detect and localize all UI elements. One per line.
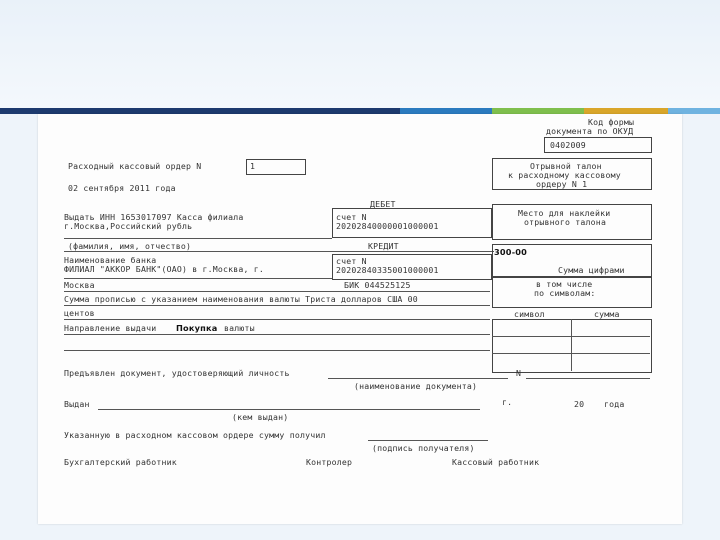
- fio-line: [64, 238, 332, 239]
- words-line-2: [64, 319, 490, 320]
- issued-year: 20: [574, 399, 585, 409]
- amount-figure: 300-00: [494, 247, 528, 257]
- debit-header: ДЕБЕТ: [370, 199, 396, 209]
- sum-column: сумма: [594, 309, 620, 319]
- credit-bank-2: ФИЛИАЛ "АККОР БАНК"(ОАО) в г.Москва, г.: [64, 264, 265, 274]
- purpose-suffix: валюты: [224, 323, 255, 333]
- signature-caption: (подпись получателя): [372, 443, 475, 453]
- accountant-label: Бухгалтерский работник: [64, 457, 177, 467]
- credit-account-number: 20202840335001000001: [336, 265, 439, 275]
- debit-account-label: счет N: [336, 212, 367, 222]
- issued-line: [98, 409, 480, 410]
- doc-name-caption: (наименование документа): [354, 381, 478, 391]
- words-line-1: [64, 305, 490, 306]
- symbols-row-1: [492, 336, 650, 337]
- sticker-line-1: Место для наклейки: [518, 208, 611, 218]
- place-bik: БИК 044525125: [344, 280, 411, 290]
- doc-number-label: N: [516, 368, 522, 378]
- cashier-label: Кассовый работник: [452, 457, 540, 467]
- okud-caption-2: документа по ОКУД: [546, 126, 634, 136]
- signature-line: [368, 440, 488, 441]
- credit-bank-1: Наименование банка: [64, 255, 157, 265]
- credit-account-label: счет N: [336, 256, 367, 266]
- received-label: Указанную в расходном кассовом ордере сумму получил: [64, 430, 326, 440]
- purpose-label: Направление выдачи: [64, 323, 157, 333]
- order-date: 02 сентября 2011 года: [68, 183, 176, 193]
- presented-document: Предъявлен документ, удостоверяющий личность: [64, 368, 290, 378]
- debit-payer-2: г.Москва,Российский рубль: [64, 221, 193, 231]
- amount-figure-label: Сумма цифрами: [558, 265, 625, 275]
- amount-words-2: центов: [64, 308, 95, 318]
- amount-words-1: Сумма прописью с указанием наименования валюты Триста долларов США 00: [64, 294, 418, 304]
- stub-line-2: к расходному кассовому: [508, 170, 621, 180]
- credit-line: [64, 251, 494, 252]
- symbols-divider: [571, 319, 572, 371]
- city-line: [64, 291, 490, 292]
- issued-date-g: г.: [502, 397, 513, 407]
- place-city: Москва: [64, 280, 95, 290]
- doc-number-line: [526, 378, 650, 379]
- credit-header: КРЕДИТ: [368, 241, 399, 251]
- fio-label: (фамилия, имя, отчество): [68, 241, 192, 251]
- debit-payer-1: Выдать ИНН 1653017097 Касса филиала: [64, 212, 244, 222]
- symbol-column: символ: [514, 309, 545, 319]
- controller-label: Контролер: [306, 457, 353, 467]
- bank-line: [64, 278, 332, 279]
- okud-caption-1: Код формы: [588, 117, 635, 127]
- okud-code: 0402009: [550, 140, 586, 150]
- stub-line-1: Отрывной талон: [530, 161, 602, 171]
- debit-account-number: 20202840000001000001: [336, 221, 439, 231]
- issued-year-suffix: года: [604, 399, 625, 409]
- symbols-row-2: [492, 353, 650, 354]
- cash-order-document: [38, 114, 682, 524]
- presented-line: [328, 378, 508, 379]
- symbols-line-2: по символам:: [534, 288, 596, 298]
- issued-label: Выдан: [64, 399, 90, 409]
- slide-header-band: [0, 0, 720, 108]
- purpose-line-1: [64, 334, 490, 335]
- sticker-line-2: отрывного талона: [524, 217, 607, 227]
- issued-by-caption: (кем выдан): [232, 412, 289, 422]
- stub-line-3: ордеру N 1: [536, 179, 588, 189]
- purpose-line-2: [64, 350, 490, 351]
- symbols-table: [492, 319, 652, 373]
- order-title: Расходный кассовый ордер N: [68, 161, 202, 171]
- order-number: 1: [250, 161, 256, 171]
- purpose-value: Покупка: [176, 323, 218, 333]
- symbols-line-1: в том числе: [536, 279, 593, 289]
